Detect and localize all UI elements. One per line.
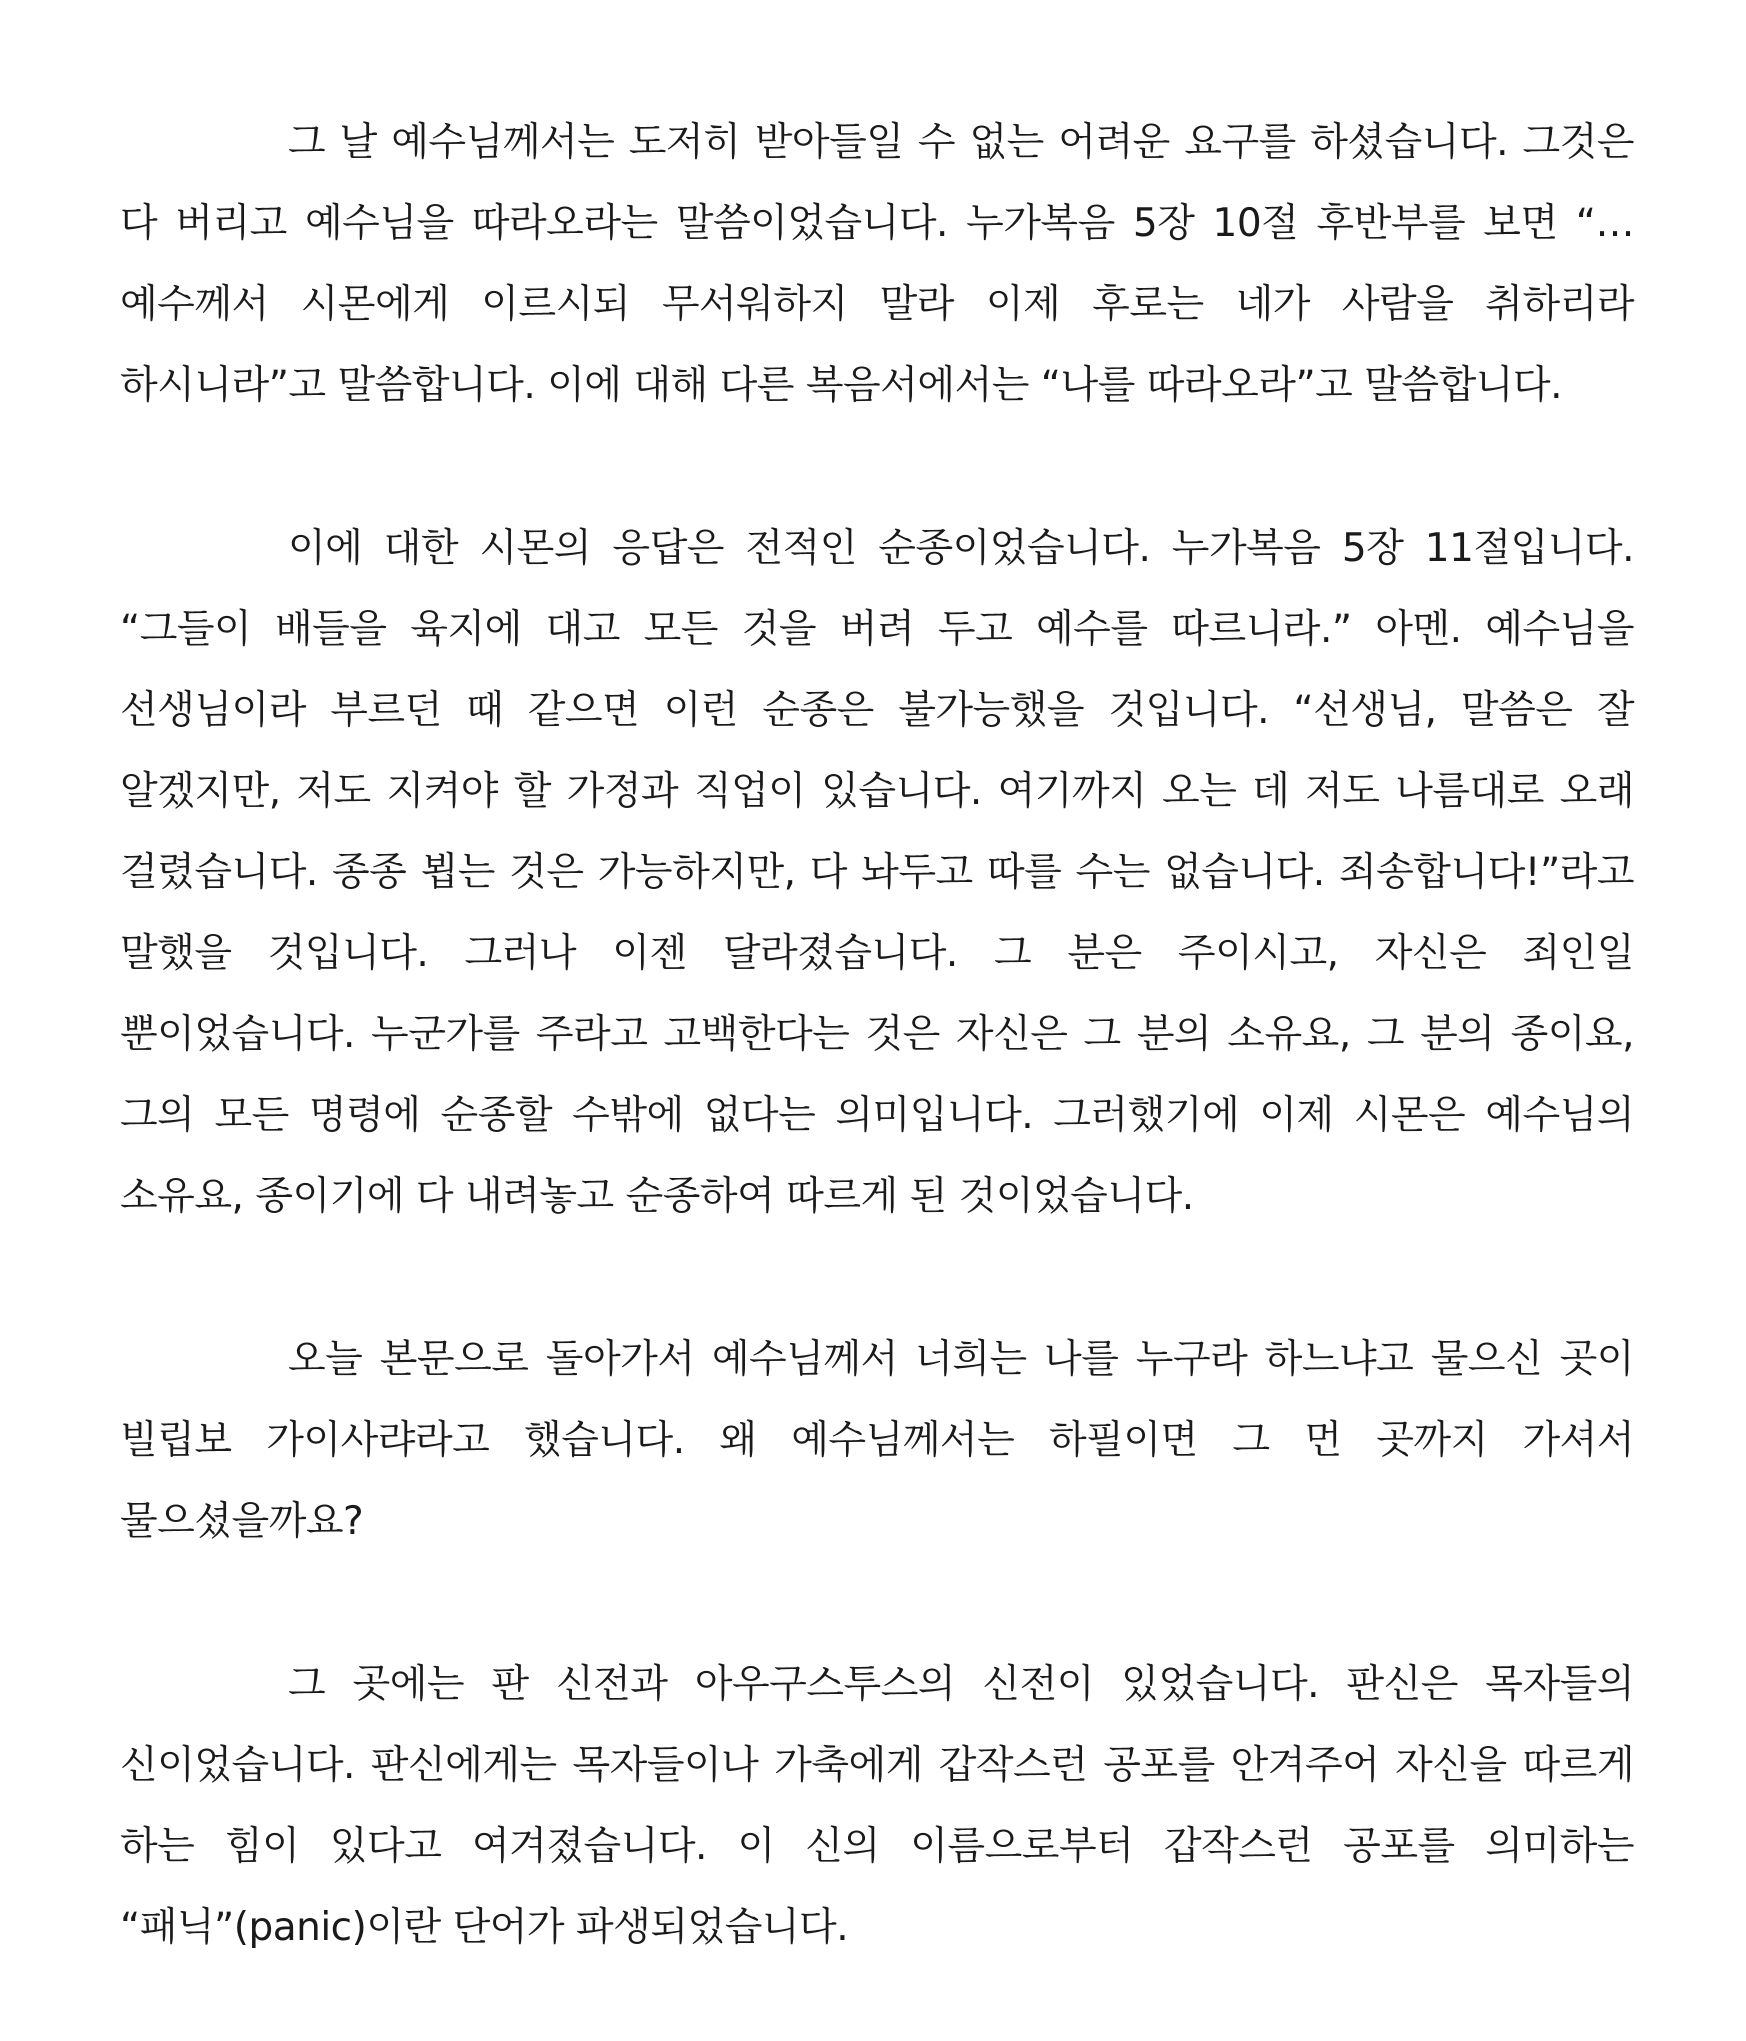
paragraph-2: 이에 대한 시몬의 응답은 전적인 순종이었습니다. 누가복음 5장 11절입니다. “그들이 배들을 육지에 대고 모든 것을 버려 두고 예수를 따르니라.” 아멘. 예수님을 선생님이라 부르던 때 같으면 이런 순종은 불가능했을 것입니다. “선생님, 말씀은 잘 알겠지만, 저도 지켜야 할 가정과 직업이 있습니다. 여기까지 오는 데 저도 나름대로 오래 걸렸습니다. 종종 뵙는 것은 가능하지만, 다 놔두고 따를 수는 없습니다. 죄송합니다!”라고 말했을 것입니다. 그러나 이젠 달라졌습니다. 그 분은 주이시고, 자신은 죄인일 뿐이었습니다. 누군가를 주라고 고백한다는 것은 자신은 그 분의 소유요, 그 분의 종이요, 그의 모든 명령에 순종할 수밖에 없다는 의미입니다. 그러했기에 이제 시몬은 예수님의 소유요, 종이기에 다 내려놓고 순종하여 따르게 된 것이었습니다. bbox=[120, 526, 1634, 1219]
document-page bbox=[120, 102, 1634, 1968]
paragraph-3: 오늘 본문으로 돌아가서 예수님께서 너희는 나를 누구라 하느냐고 물으신 곳이 빌립보 가이사랴라고 했습니다. 왜 예수님께서는 하필이면 그 먼 곳까지 가셔서 물으셨을까요? bbox=[120, 1337, 1634, 1544]
paragraph-4: 그 곳에는 판 신전과 아우구스투스의 신전이 있었습니다. 판신은 목자들의 신이었습니다. 판신에게는 목자들이나 가축에게 갑작스런 공포를 안겨주어 자신을 따르게 하는 힘이 있다고 여겨졌습니다. 이 신의 이름으로부터 갑작스런 공포를 의미하는 “패닉”(panic)이란 단어가 파생되었습니다. bbox=[120, 1662, 1634, 1950]
paragraph-1: 그 날 예수님께서는 도저히 받아들일 수 없는 어려운 요구를 하셨습니다. 그것은 다 버리고 예수님을 따라오라는 말씀이었습니다. 누가복음 5장 10절 후반부를 보면 “…예수께서 시몬에게 이르시되 무서워하지 말라 이제 후로는 네가 사람을 취하리라 하시니라”고 말씀합니다. 이에 대해 다른 복음서에서는 “나를 따라오라”고 말씀합니다. bbox=[120, 120, 1634, 408]
